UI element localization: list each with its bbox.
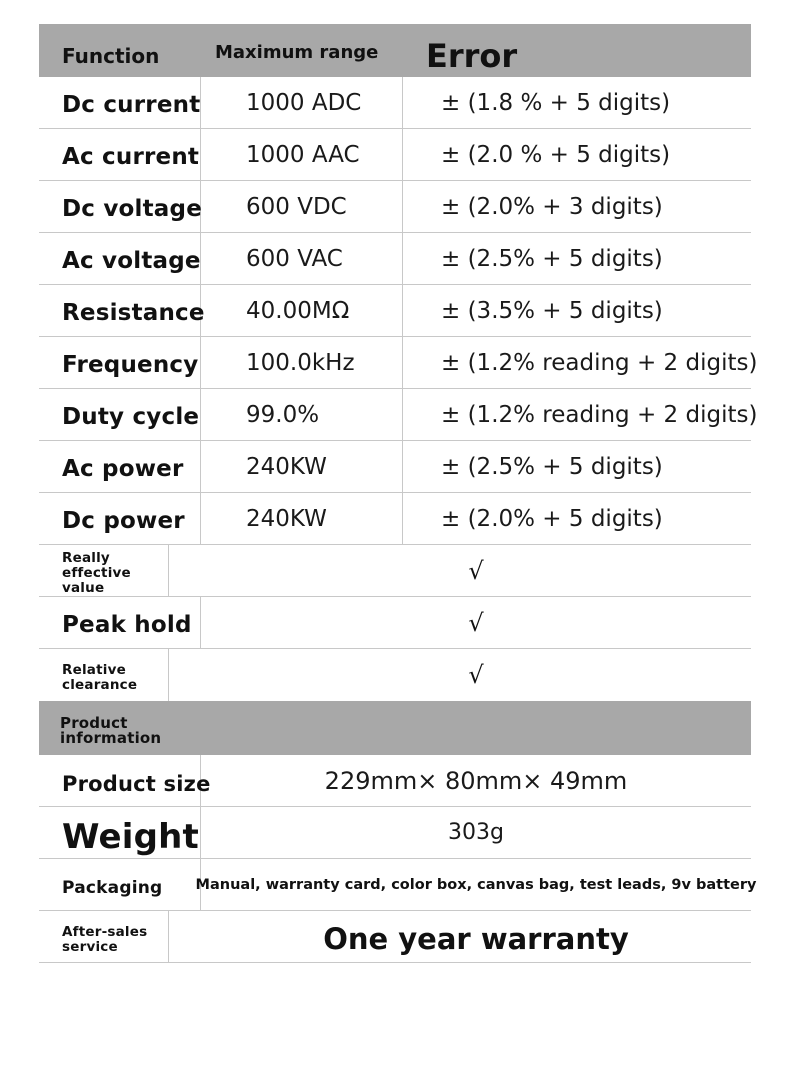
- product-row: [39, 859, 757, 911]
- product-row: [39, 755, 751, 807]
- section-header: [39, 701, 751, 755]
- row-function: Ac power: [39, 441, 201, 492]
- header-function: Function: [62, 43, 160, 68]
- header-error: Error: [426, 36, 518, 75]
- row-error: ± (2.0 % + 5 digits): [441, 141, 671, 168]
- row-range: 240KW: [201, 493, 403, 544]
- row-error: ± (1.2% reading + 2 digits): [441, 401, 758, 428]
- row-function: Dc voltage: [39, 181, 201, 232]
- row-error: ± (1.8 % + 5 digits): [441, 89, 671, 116]
- table-row: [39, 129, 751, 181]
- table-row: [39, 77, 751, 129]
- row-range: 1000 ADC: [201, 77, 403, 128]
- table-header: [39, 24, 751, 77]
- row-error: ± (1.2% reading + 2 digits): [441, 349, 758, 376]
- row-range: 240KW: [201, 441, 403, 492]
- product-size-value: 229mm× 80mm× 49mm: [324, 766, 628, 795]
- row-function: Ac voltage: [39, 233, 201, 284]
- row-error: ± (3.5% + 5 digits): [441, 297, 663, 324]
- row-range: 99.0%: [201, 389, 403, 440]
- table-row: [39, 441, 751, 493]
- row-error: ± (2.0% + 3 digits): [441, 193, 663, 220]
- checkmark-icon: √: [468, 608, 484, 637]
- row-error: ± (2.5% + 5 digits): [441, 245, 663, 272]
- service-label: After-sales service: [39, 911, 169, 962]
- spec-table: [39, 24, 758, 963]
- table-row: [39, 285, 751, 337]
- row-range: 100.0kHz: [201, 337, 403, 388]
- feature-row: [39, 597, 751, 649]
- checkmark-icon: √: [468, 661, 484, 689]
- table-row: [39, 233, 751, 285]
- row-error: ± (2.5% + 5 digits): [441, 453, 663, 480]
- table-row: [39, 337, 758, 389]
- row-range: 600 VDC: [201, 181, 403, 232]
- feature-row: [39, 545, 751, 597]
- packaging-value: Manual, warranty card, color box, canvas bag, test leads, 9v battery: [195, 876, 757, 893]
- table-row: [39, 389, 758, 441]
- feature-label: Relative clearance: [39, 649, 169, 701]
- header-max-range: Maximum range: [215, 42, 379, 63]
- row-range: 1000 AAC: [201, 129, 403, 180]
- row-function: Duty cycle: [39, 389, 201, 440]
- product-row: [39, 807, 751, 859]
- row-function: Frequency: [39, 337, 201, 388]
- product-row: [39, 911, 751, 963]
- table-row: [39, 181, 751, 233]
- row-function: Dc power: [39, 493, 201, 544]
- row-range: 600 VAC: [201, 233, 403, 284]
- product-size-label: Product size: [39, 755, 201, 806]
- feature-row: [39, 649, 751, 701]
- feature-label: Peak hold: [39, 597, 201, 648]
- packaging-label: Packaging: [39, 859, 201, 910]
- section-title: Product information: [60, 714, 162, 747]
- row-function: Ac current: [39, 129, 201, 180]
- table-row: [39, 493, 751, 545]
- feature-label: Really effective value: [39, 545, 169, 596]
- row-range: 40.00MΩ: [201, 285, 403, 336]
- row-function: Dc current: [39, 77, 201, 128]
- weight-label: Weight: [39, 807, 201, 858]
- row-function: Resistance: [39, 285, 201, 336]
- checkmark-icon: √: [468, 556, 484, 585]
- weight-value: 303g: [448, 820, 504, 845]
- row-error: ± (2.0% + 5 digits): [441, 505, 663, 532]
- service-value: One year warranty: [323, 921, 629, 956]
